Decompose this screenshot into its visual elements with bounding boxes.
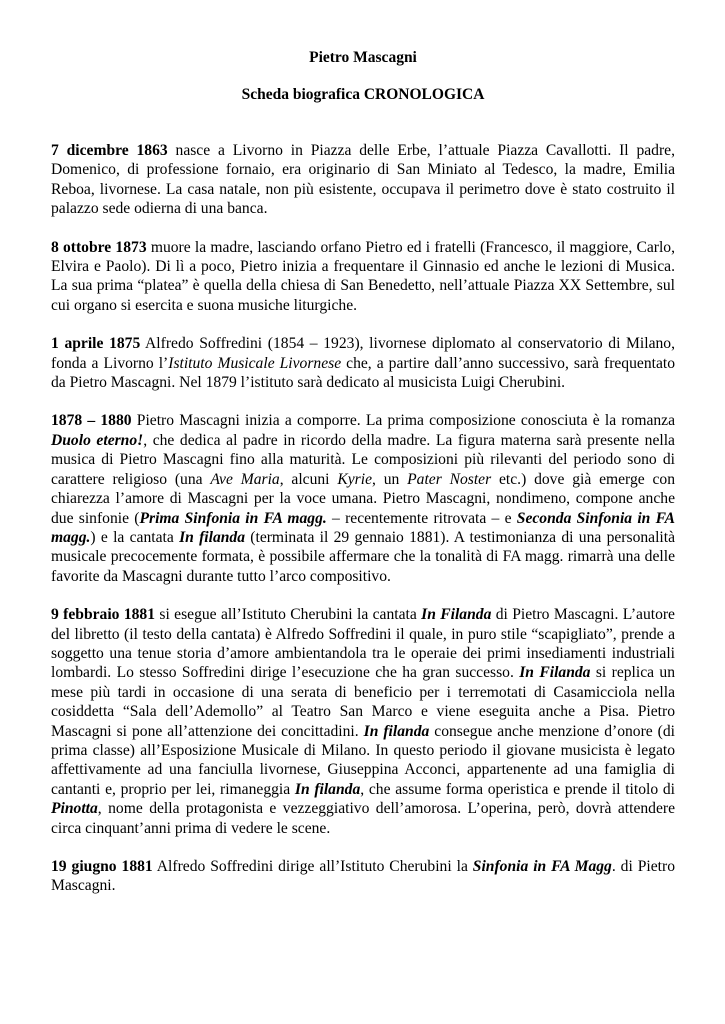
entry-text: . di Pietro Mascagni. bbox=[51, 858, 675, 895]
entry-text: Alfredo Soffredini dirige all’Istituto Cherubini la bbox=[152, 858, 473, 875]
work-title: Seconda Sinfonia in FA magg. bbox=[51, 509, 675, 546]
entry-text: ) e la cantata bbox=[90, 528, 180, 546]
work-title: Ave Maria bbox=[210, 470, 280, 488]
work-title: In filanda bbox=[179, 528, 246, 546]
entry-date: 7 dicembre 1863 bbox=[51, 142, 168, 159]
document-page bbox=[51, 48, 675, 896]
work-title: Sinfonia in FA Magg bbox=[472, 858, 612, 875]
entry-text: – recentemente ritrovata – e bbox=[326, 509, 517, 527]
work-title: In filanda bbox=[363, 722, 430, 740]
entry-text: nasce a Livorno in Piazza delle Erbe, l’attuale Piazza Cavallotti. Il padre, Domenico, di professione fornaio, era originario di San Miniato al Tedesco, la madre, Emilia Reboa, livornese. La casa natale, non più esistente, occupava il perimetro dove è stato costruito il palazzo sede odierna di una banca. bbox=[51, 142, 675, 218]
entry-text: , che assume forma operistica e prende il titolo di bbox=[360, 780, 675, 798]
work-title: Duolo eterno! bbox=[51, 431, 144, 449]
entry-date: 1878 – 1880 bbox=[51, 412, 132, 430]
entry-text: , che dedica al padre in ricordo della madre. La figura materna sarà presente nella musica di Pietro Mascagni fino alla maturità. Le composizioni più rilevanti del periodo sono di carattere religioso (una bbox=[51, 431, 675, 488]
entry-date: 1 aprile 1875 bbox=[51, 335, 141, 353]
document-subtitle: Scheda biografica CRONOLOGICA bbox=[241, 86, 485, 103]
entry-text: , un bbox=[372, 470, 408, 488]
entry-1863 bbox=[51, 141, 675, 219]
entry-text: Pietro Mascagni inizia a comporre. La prima composizione conosciuta è la romanza bbox=[131, 412, 676, 430]
entry-date: 19 giugno 1881 bbox=[51, 858, 153, 875]
work-title: In filanda bbox=[294, 780, 361, 798]
work-title: Pater Noster bbox=[407, 470, 492, 488]
entry-text: di Pietro Mascagni. L’autore del libretto (il testo della cantata) è Alfredo Soffredini il quale, in puro stile “scapigliato”, prende a soggetto una tenue storia d’amore ambientandola tra le operaie dei primi insediamenti industriali lombardi. Lo stesso Soffredini dirige l’esecuzione che ha gran successo. bbox=[51, 606, 675, 682]
entry-1878-1880 bbox=[51, 411, 675, 586]
work-title: Kyrie bbox=[337, 470, 372, 488]
entry-text: muore la madre, lasciando orfano Pietro ed i fratelli (Francesco, il maggiore, Carlo, Elvira e Paolo). Di lì a poco, Pietro inizia a frequentare il Ginnasio ed anche le lezioni di Musica. La sua prima “platea” è quella della chiesa di San Benedetto, nell’attuale Piazza XX Settembre, sul cui organo si esercita e suona musiche liturgiche. bbox=[51, 238, 676, 314]
institute-name: Istituto Musicale Livornese bbox=[168, 354, 342, 372]
entry-text: consegue anche menzione d’onore (di prima classe) all’Esposizione Musicale di Milano. In questo periodo il giovane musicista è legato affettivamente ad una fanciulla livornese, Giuseppina Acconci, appartenente ad una famiglia di cantanti e, proprio per lei, rimaneggia bbox=[51, 722, 676, 798]
entry-text: si replica un mese più tardi in occasione di una serata di beneficio per i terremotati di Casamicciola nella cosiddetta “Sala dell’Ademollo” al Teatro San Marco e viene eseguita anche a Pisa. Pietro Mascagni si pone all’attenzione dei concittadini. bbox=[51, 664, 676, 740]
entry-text: , alcuni bbox=[279, 470, 338, 488]
entry-text: (terminata il 29 gennaio 1881). A testimonianza di una personalità musicale precocemente formata, è possibile affermare che la tonalità di FA magg. rimarrà una delle favorite da Mascagni durante tutto l’arco compositivo. bbox=[51, 528, 675, 585]
work-title: Pinotta bbox=[51, 800, 98, 818]
work-title: Prima Sinfonia in FA magg. bbox=[139, 509, 327, 527]
entry-1881-jun bbox=[51, 857, 675, 896]
entry-1875 bbox=[51, 334, 675, 392]
entry-1873 bbox=[51, 238, 675, 316]
entry-text: che, a partire dall’anno successivo, sarà frequentato da Pietro Mascagni. Nel 1879 l’istituto sarà dedicato al musicista Luigi Cherubini. bbox=[51, 354, 676, 392]
work-title: In Filanda bbox=[519, 664, 591, 682]
entry-text: etc.) dove già emerge con chiarezza l’amore di Mascagni per la voce umana. Pietro Mascagni, nondimeno, compone anche due sinfonie ( bbox=[51, 470, 676, 527]
entry-1881-feb bbox=[51, 605, 675, 838]
entry-text: Alfredo Soffredini (1854 – 1923), livornese diplomato al conservatorio di Milano, fonda a Livorno l’ bbox=[51, 335, 675, 372]
entry-text: , nome della protagonista e vezzeggiativo dell’amorosa. L’operina, però, dovrà attendere circa cinquant’anni prima di vedere le scene. bbox=[51, 800, 675, 837]
entry-date: 8 ottobre 1873 bbox=[51, 238, 147, 256]
document-title: Pietro Mascagni bbox=[309, 49, 417, 66]
entry-date: 9 febbraio 1881 bbox=[51, 606, 156, 624]
work-title: In Filanda bbox=[421, 606, 492, 624]
entry-text: si esegue all’Istituto Cherubini la cantata bbox=[155, 606, 422, 624]
